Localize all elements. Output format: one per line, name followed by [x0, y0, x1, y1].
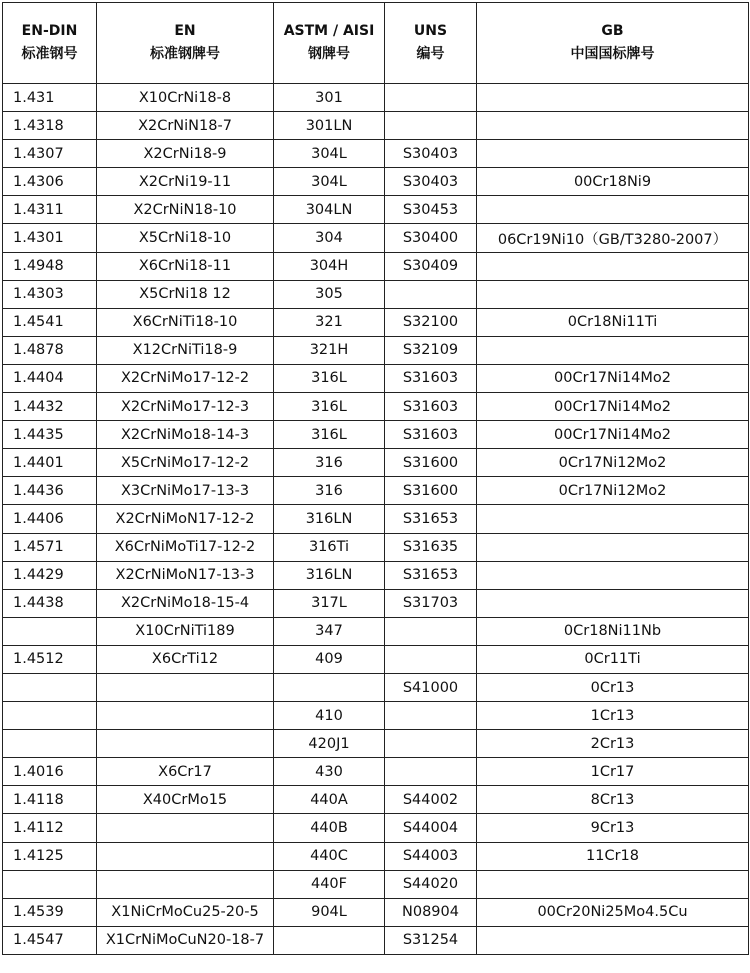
en-din-cell: 1.4112	[3, 814, 97, 842]
uns-cell: S31635	[385, 533, 477, 561]
astm-aisi-cell: 430	[274, 758, 385, 786]
astm-aisi-cell: 317L	[274, 589, 385, 617]
table-row	[3, 617, 749, 645]
header-subtitle: 编号	[416, 46, 445, 62]
table-row	[3, 252, 749, 280]
gb-cell: 0Cr11Ti	[477, 645, 749, 673]
astm-aisi-cell: 347	[274, 617, 385, 645]
astm-aisi-cell: 410	[274, 702, 385, 730]
en-cell: X10CrNi18-8	[97, 84, 274, 112]
en-cell: X6CrTi12	[97, 645, 274, 673]
gb-cell: 2Cr13	[477, 730, 749, 758]
astm-aisi-cell	[274, 926, 385, 954]
en-cell: X1CrNiMoCuN20-18-7	[97, 926, 274, 954]
en-din-cell: 1.4303	[3, 280, 97, 308]
en-din-cell: 1.4512	[3, 645, 97, 673]
en-cell: X2CrNiMoN17-13-3	[97, 561, 274, 589]
astm-aisi-cell: 316LN	[274, 505, 385, 533]
en-cell: X1NiCrMoCu25-20-5	[97, 898, 274, 926]
astm-aisi-cell: 316Ti	[274, 533, 385, 561]
en-din-cell: 1.4307	[3, 140, 97, 168]
table-row	[3, 224, 749, 252]
en-din-cell: 1.4429	[3, 561, 97, 589]
table-row	[3, 786, 749, 814]
astm-aisi-cell: 316L	[274, 393, 385, 421]
header-subtitle: 标准钢号	[21, 46, 78, 62]
table-row	[3, 364, 749, 392]
table-row	[3, 645, 749, 673]
table-row	[3, 393, 749, 421]
gb-cell: 0Cr18Ni11Ti	[477, 308, 749, 336]
en-din-cell: 1.4438	[3, 589, 97, 617]
en-cell	[97, 870, 274, 898]
astm-aisi-cell: 301LN	[274, 112, 385, 140]
table-row	[3, 308, 749, 336]
en-din-cell: 1.4878	[3, 336, 97, 364]
header-subtitle: 中国国标牌号	[570, 46, 655, 62]
en-cell	[97, 730, 274, 758]
astm-aisi-cell: 316LN	[274, 561, 385, 589]
en-cell: X6CrNiTi18-10	[97, 308, 274, 336]
en-din-cell: 1.4547	[3, 926, 97, 954]
header-title: ASTM / AISI	[283, 23, 375, 39]
astm-aisi-cell: 316	[274, 477, 385, 505]
gb-cell: 0Cr17Ni12Mo2	[477, 477, 749, 505]
table-row	[3, 758, 749, 786]
astm-aisi-cell: 321H	[274, 336, 385, 364]
astm-aisi-cell: 316L	[274, 421, 385, 449]
table-row	[3, 898, 749, 926]
uns-cell: N08904	[385, 898, 477, 926]
en-din-cell: 1.4401	[3, 449, 97, 477]
en-din-cell: 1.4118	[3, 786, 97, 814]
uns-cell	[385, 112, 477, 140]
en-din-cell: 1.4301	[3, 224, 97, 252]
astm-aisi-cell	[274, 673, 385, 701]
en-din-cell: 1.4406	[3, 505, 97, 533]
table-row	[3, 140, 749, 168]
header-gb	[477, 3, 749, 84]
gb-cell: 00Cr17Ni14Mo2	[477, 421, 749, 449]
astm-aisi-cell: 316	[274, 449, 385, 477]
table-row	[3, 336, 749, 364]
gb-cell	[477, 140, 749, 168]
en-cell	[97, 673, 274, 701]
en-cell: X5CrNiMo17-12-2	[97, 449, 274, 477]
en-cell: X6CrNi18-11	[97, 252, 274, 280]
gb-cell	[477, 336, 749, 364]
uns-cell: S31703	[385, 589, 477, 617]
en-cell: X2CrNiN18-10	[97, 196, 274, 224]
en-cell: X2CrNi18-9	[97, 140, 274, 168]
en-cell: X12CrNiTi18-9	[97, 336, 274, 364]
en-cell: X5CrNi18-10	[97, 224, 274, 252]
astm-aisi-cell: 440A	[274, 786, 385, 814]
gb-cell	[477, 84, 749, 112]
header-title: EN-DIN	[21, 23, 78, 39]
astm-aisi-cell: 904L	[274, 898, 385, 926]
table-row	[3, 196, 749, 224]
astm-aisi-cell: 440F	[274, 870, 385, 898]
en-din-cell: 1.4571	[3, 533, 97, 561]
header-uns	[385, 3, 477, 84]
uns-cell: S31600	[385, 449, 477, 477]
uns-cell: S30409	[385, 252, 477, 280]
table-row	[3, 673, 749, 701]
en-cell	[97, 842, 274, 870]
table-row	[3, 280, 749, 308]
gb-cell: 00Cr18Ni9	[477, 168, 749, 196]
gb-cell: 1Cr17	[477, 758, 749, 786]
uns-cell	[385, 84, 477, 112]
en-din-cell	[3, 870, 97, 898]
en-cell: X10CrNiTi189	[97, 617, 274, 645]
astm-aisi-cell: 305	[274, 280, 385, 308]
table-row	[3, 561, 749, 589]
table-header	[3, 3, 749, 84]
header-astm-aisi	[274, 3, 385, 84]
en-din-cell: 1.4435	[3, 421, 97, 449]
astm-aisi-cell: 304L	[274, 140, 385, 168]
uns-cell: S30403	[385, 140, 477, 168]
astm-aisi-cell: 304	[274, 224, 385, 252]
uns-cell: S44020	[385, 870, 477, 898]
uns-cell: S32109	[385, 336, 477, 364]
en-cell: X6CrNiMoTi17-12-2	[97, 533, 274, 561]
header-subtitle: 标准钢牌号	[150, 46, 220, 62]
gb-cell	[477, 561, 749, 589]
en-din-cell: 1.4432	[3, 393, 97, 421]
header-en	[97, 3, 274, 84]
table-row	[3, 814, 749, 842]
table-row	[3, 533, 749, 561]
en-cell: X2CrNiMo18-14-3	[97, 421, 274, 449]
uns-cell	[385, 730, 477, 758]
uns-cell: S30453	[385, 196, 477, 224]
en-din-cell: 1.4404	[3, 364, 97, 392]
header-en-din	[3, 3, 97, 84]
gb-cell	[477, 252, 749, 280]
uns-cell	[385, 758, 477, 786]
astm-aisi-cell: 440B	[274, 814, 385, 842]
table-row	[3, 505, 749, 533]
astm-aisi-cell: 301	[274, 84, 385, 112]
uns-cell: S41000	[385, 673, 477, 701]
gb-cell	[477, 112, 749, 140]
gb-cell	[477, 533, 749, 561]
uns-cell: S31254	[385, 926, 477, 954]
uns-cell: S31603	[385, 393, 477, 421]
en-cell: X5CrNi18 12	[97, 280, 274, 308]
table-body	[3, 84, 749, 955]
table-row	[3, 112, 749, 140]
uns-cell	[385, 280, 477, 308]
table-row	[3, 589, 749, 617]
table-row	[3, 421, 749, 449]
en-din-cell: 1.4539	[3, 898, 97, 926]
table-row	[3, 702, 749, 730]
gb-cell: 0Cr13	[477, 673, 749, 701]
gb-cell	[477, 870, 749, 898]
en-cell: X6Cr17	[97, 758, 274, 786]
uns-cell	[385, 645, 477, 673]
gb-cell	[477, 280, 749, 308]
en-din-cell	[3, 702, 97, 730]
table-row	[3, 84, 749, 112]
uns-cell: S31653	[385, 561, 477, 589]
astm-aisi-cell: 409	[274, 645, 385, 673]
en-cell: X2CrNiMo17-12-2	[97, 364, 274, 392]
astm-aisi-cell: 420J1	[274, 730, 385, 758]
uns-cell: S31603	[385, 421, 477, 449]
en-din-cell: 1.4125	[3, 842, 97, 870]
steel-grade-comparison-table	[2, 2, 749, 955]
gb-cell: 9Cr13	[477, 814, 749, 842]
en-cell: X2CrNi19-11	[97, 168, 274, 196]
astm-aisi-cell: 304L	[274, 168, 385, 196]
table-row	[3, 926, 749, 954]
en-din-cell: 1.4948	[3, 252, 97, 280]
en-cell: X40CrMo15	[97, 786, 274, 814]
en-din-cell: 1.4541	[3, 308, 97, 336]
header-subtitle: 钢牌号	[308, 46, 350, 62]
en-din-cell: 1.4016	[3, 758, 97, 786]
uns-cell: S31653	[385, 505, 477, 533]
uns-cell: S31603	[385, 364, 477, 392]
table-row	[3, 870, 749, 898]
astm-aisi-cell: 440C	[274, 842, 385, 870]
en-din-cell: 1.4311	[3, 196, 97, 224]
uns-cell: S44004	[385, 814, 477, 842]
header-title: GB	[601, 23, 624, 39]
gb-cell	[477, 505, 749, 533]
en-cell: X2CrNiN18-7	[97, 112, 274, 140]
uns-cell: S31600	[385, 477, 477, 505]
gb-cell	[477, 589, 749, 617]
uns-cell	[385, 617, 477, 645]
gb-cell: 0Cr18Ni11Nb	[477, 617, 749, 645]
gb-cell: 8Cr13	[477, 786, 749, 814]
en-din-cell	[3, 673, 97, 701]
en-cell: X3CrNiMo17-13-3	[97, 477, 274, 505]
astm-aisi-cell: 316L	[274, 364, 385, 392]
table-row	[3, 477, 749, 505]
table-row	[3, 842, 749, 870]
en-cell: X2CrNiMo17-12-3	[97, 393, 274, 421]
table-row	[3, 449, 749, 477]
header-row	[3, 3, 749, 84]
gb-cell: 11Cr18	[477, 842, 749, 870]
gb-cell: 1Cr13	[477, 702, 749, 730]
uns-cell: S30400	[385, 224, 477, 252]
header-title: UNS	[413, 23, 448, 39]
en-cell	[97, 702, 274, 730]
table-row	[3, 730, 749, 758]
gb-cell	[477, 196, 749, 224]
en-cell	[97, 814, 274, 842]
astm-aisi-cell: 304H	[274, 252, 385, 280]
uns-cell: S30403	[385, 168, 477, 196]
en-din-cell	[3, 730, 97, 758]
uns-cell	[385, 702, 477, 730]
en-din-cell: 1.431	[3, 84, 97, 112]
astm-aisi-cell: 304LN	[274, 196, 385, 224]
gb-cell: 00Cr17Ni14Mo2	[477, 393, 749, 421]
en-cell: X2CrNiMo18-15-4	[97, 589, 274, 617]
en-din-cell: 1.4306	[3, 168, 97, 196]
gb-cell: 06Cr19Ni10（GB/T3280-2007）	[477, 224, 749, 252]
gb-cell: 00Cr17Ni14Mo2	[477, 364, 749, 392]
uns-cell: S44002	[385, 786, 477, 814]
header-title: EN	[174, 23, 196, 39]
uns-cell: S44003	[385, 842, 477, 870]
table-row	[3, 168, 749, 196]
en-din-cell	[3, 617, 97, 645]
uns-cell: S32100	[385, 308, 477, 336]
en-din-cell: 1.4318	[3, 112, 97, 140]
en-cell: X2CrNiMoN17-12-2	[97, 505, 274, 533]
gb-cell	[477, 926, 749, 954]
gb-cell: 00Cr20Ni25Mo4.5Cu	[477, 898, 749, 926]
gb-cell: 0Cr17Ni12Mo2	[477, 449, 749, 477]
en-din-cell: 1.4436	[3, 477, 97, 505]
astm-aisi-cell: 321	[274, 308, 385, 336]
